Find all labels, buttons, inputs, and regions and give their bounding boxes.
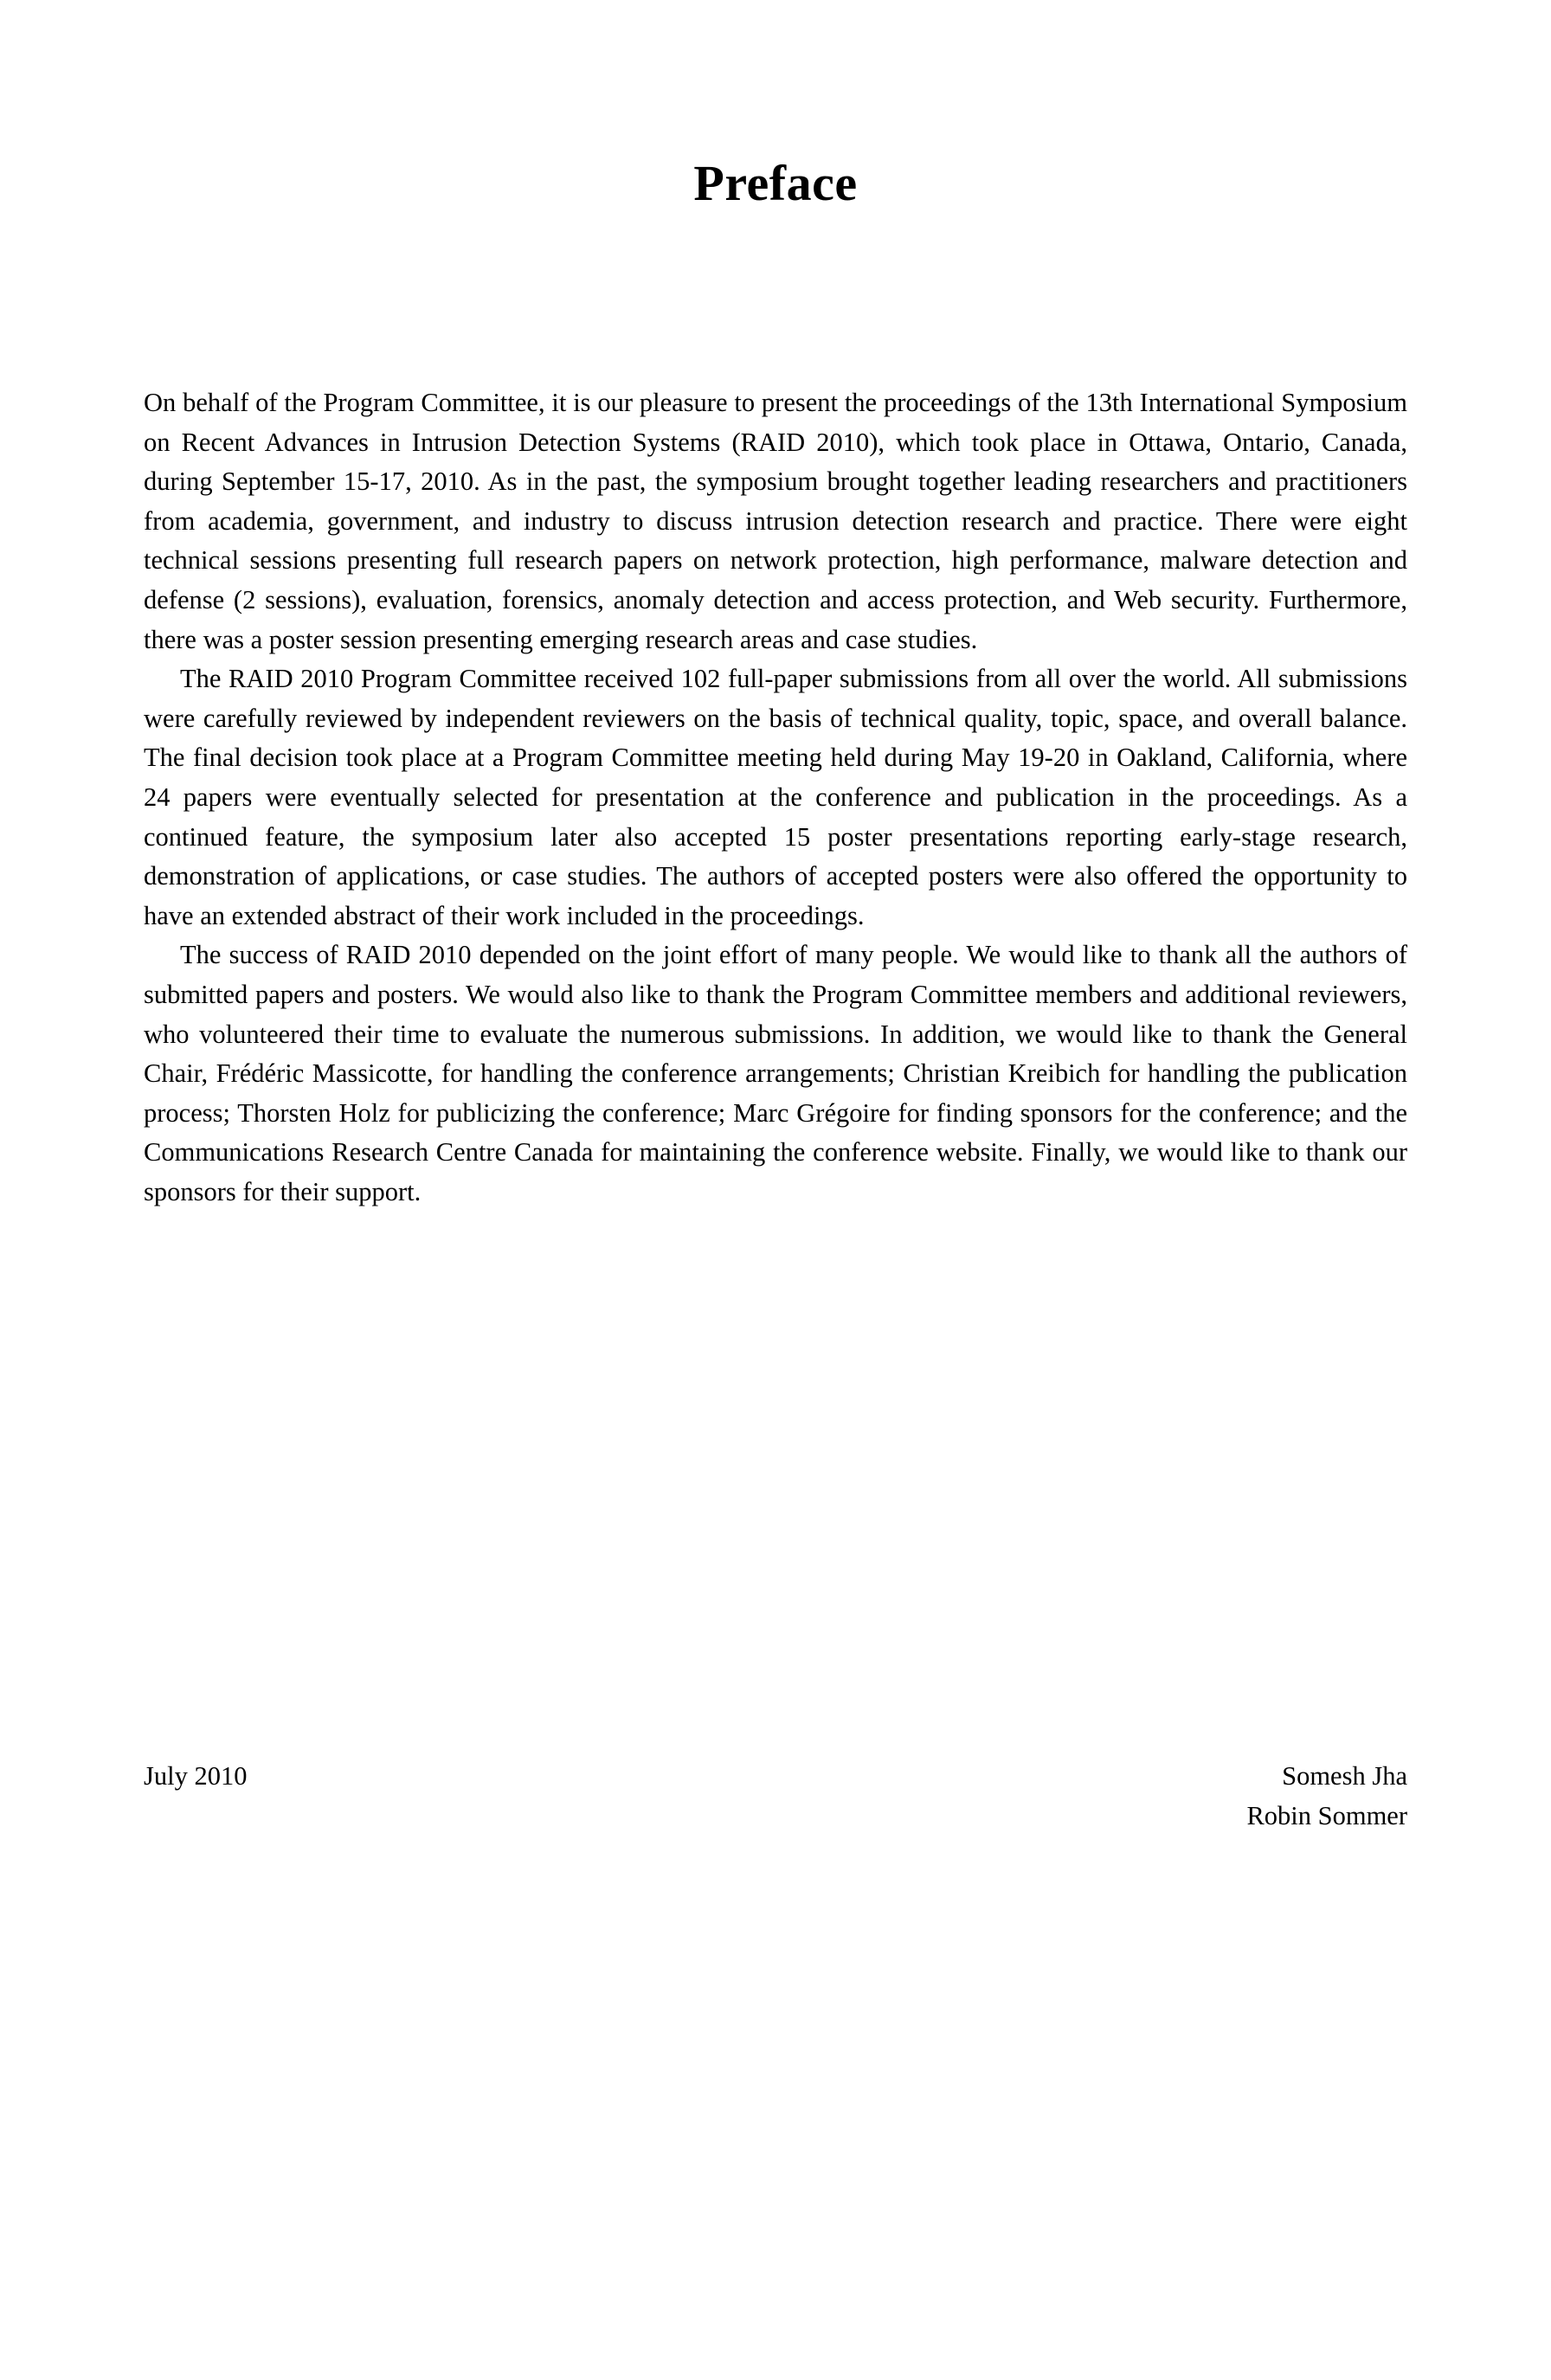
paragraph-1: On behalf of the Program Committee, it is our pleasure to present the proceedings of the 13th International Symposium on Recent Advances in Intrusion Detection Systems (RAID 2010), which took place in Ottawa, Ontario, Canada, during September 15-17, 2010. As in the past, the symposium brought together leading researchers and practitioners from academia, government, and industry to discuss intrusion detection research and practice. There were eight technical sessions presenting full research papers on network protection, high performance, malware detection and defense (2 sessions), evaluation, forensics, anomaly detection and access protection, and Web security. Furthermore, there was a poster session presenting emerging research areas and case studies.	[144, 388, 1407, 654]
editor-name-2: Robin Sommer	[1246, 1800, 1407, 1830]
paragraph-2: The RAID 2010 Program Committee received 102 full-paper submissions from all over the world. All submissions were carefully reviewed by independent reviewers on the basis of technical quality, topic, space, and overall balance. The final decision took place at a Program Committee meeting held during May 19-20 in Oakland, California, where 24 papers were eventually selected for presentation at the conference and publication in the proceedings. As a continued feature, the symposium later also accepted 15 poster presentations reporting early-stage research, demonstration of applications, or case studies. The authors of accepted posters were also offered the opportunity to have an extended abstract of their work included in the proceedings.	[144, 664, 1407, 930]
signature-block	[144, 1757, 1407, 1836]
editor-name-1: Somesh Jha	[1282, 1761, 1407, 1791]
signature-editors	[1246, 1757, 1407, 1836]
preface-body	[144, 383, 1407, 1212]
paragraph-3: The success of RAID 2010 depended on the joint effort of many people. We would like to thank all the authors of submitted papers and posters. We would also like to thank the Program Committee members and additional reviewers, who volunteered their time to evaluate the numerous submissions. In addition, we would like to thank the General Chair, Frédéric Massicotte, for handling the conference arrangements; Christian Kreibich for handling the publication process; Thorsten Holz for publicizing the conference; Marc Grégoire for finding sponsors for the conference; and the Communications Research Centre Canada for maintaining the conference website. Finally, we would like to thank our sponsors for their support.	[144, 940, 1407, 1206]
page-title: Preface	[693, 155, 858, 211]
signature-date: July 2010	[144, 1761, 248, 1791]
